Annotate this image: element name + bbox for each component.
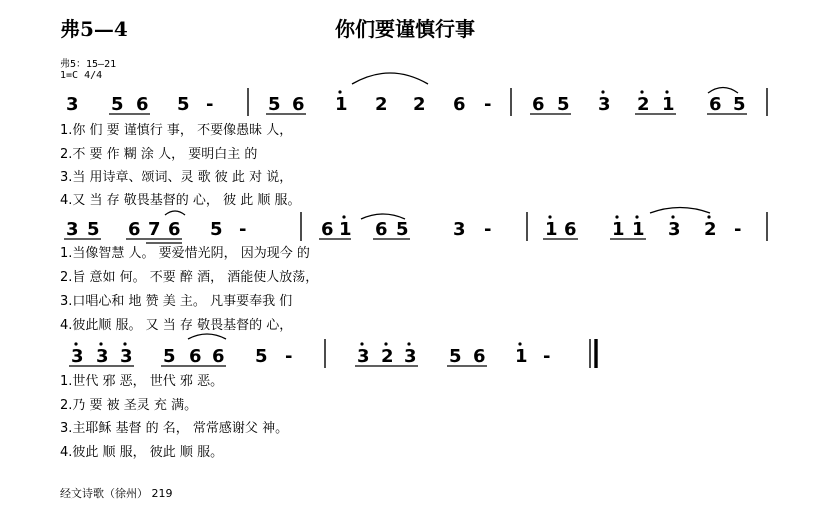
- lyric-line: 4.彼此顺 服。 又 当 存 敬畏基督的 心，: [60, 318, 293, 333]
- note: 2: [413, 94, 426, 115]
- note: 5: [449, 346, 462, 367]
- note: 1: [515, 346, 528, 367]
- note: 6: [473, 346, 486, 367]
- note: 5: [268, 94, 281, 115]
- song-code: 弗5—4: [60, 17, 128, 41]
- note: 1: [662, 94, 675, 115]
- note: 3: [120, 346, 133, 367]
- note: 1: [545, 219, 558, 240]
- note: 6: [136, 94, 149, 115]
- note: 3: [66, 94, 79, 115]
- lyric-line: 4.又 当 存 敬畏基督的 心， 彼 此 顺 服。: [60, 193, 301, 208]
- system-1-notes-text: 3 5 6 5 - | 5 6 1 2 2 6 - | 6 5 3 2 1 6 5 |: [0, 0, 20, 1]
- lyric-line: 2.旨 意如 何。 不要 醉 酒， 酒能使人放荡，: [60, 270, 319, 285]
- note: 6: [532, 94, 545, 115]
- note: 6: [189, 346, 202, 367]
- note: 3: [453, 219, 466, 240]
- note: 5: [87, 219, 100, 240]
- note: 5: [163, 346, 176, 367]
- note: 1: [612, 219, 625, 240]
- lyric-line: 4.彼此 顺 服， 彼此 顺 服。: [60, 445, 224, 460]
- note: 6: [292, 94, 305, 115]
- note: 3: [66, 219, 79, 240]
- note: 5: [210, 219, 223, 240]
- lyric-line: 3.口唱心和 地 赞 美 主。 凡事要奉我 们: [60, 294, 293, 309]
- note: -: [484, 219, 492, 240]
- note: 3: [96, 346, 109, 367]
- note: -: [239, 219, 247, 240]
- lyric-line: 2.不 要 作 糊 涂 人， 要明白主 的: [60, 147, 258, 162]
- note: 6: [709, 94, 722, 115]
- key-signature: 1=C 4/4: [60, 70, 103, 81]
- note: 2: [704, 219, 717, 240]
- scripture-reference: 弗5：15—21: [60, 59, 117, 70]
- lyric-line: 1.你 们 要 谨慎行 事， 不要像愚昧 人，: [60, 123, 293, 138]
- lyric-line: 1.世代 邪 恶， 世代 邪 恶。: [60, 374, 224, 389]
- note: 6: [212, 346, 225, 367]
- note: 3: [404, 346, 417, 367]
- note: 6: [168, 219, 181, 240]
- note: 5: [733, 94, 746, 115]
- note: 5: [396, 219, 409, 240]
- lyric-line: 2.乃 要 被 圣灵 充 满。: [60, 398, 198, 413]
- lyric-line: 3.当 用诗章、颂词、灵 歌 彼 此 对 说，: [60, 170, 293, 185]
- note: 5: [177, 94, 190, 115]
- note: 3: [357, 346, 370, 367]
- song-title: 你们要谨慎行事: [335, 17, 475, 41]
- note: 1: [335, 94, 348, 115]
- note: 3: [668, 219, 681, 240]
- system-2-notes-text: 3 5 6 7 6 5 - | 6 1 6 5 3 - | 1 6 1 1 3 2 - |: [0, 1, 20, 2]
- note: 6: [564, 219, 577, 240]
- system-3-notes-text: 3 3 3 5 6 6 5 - | 3 2 3 5 6 1 - ||: [0, 2, 16, 3]
- note: 2: [381, 346, 394, 367]
- note: 6: [128, 219, 141, 240]
- note: 6: [321, 219, 334, 240]
- note: -: [206, 94, 214, 115]
- note: -: [484, 94, 492, 115]
- note: 2: [375, 94, 388, 115]
- lyric-line: 1.当像智慧 人。 要爱惜光阴， 因为现今 的: [60, 246, 310, 261]
- note: 1: [339, 219, 352, 240]
- note: 5: [255, 346, 268, 367]
- note: 6: [375, 219, 388, 240]
- note: 6: [453, 94, 466, 115]
- note: 5: [111, 94, 124, 115]
- note: -: [734, 219, 742, 240]
- note: -: [285, 346, 293, 367]
- note: 2: [637, 94, 650, 115]
- source-footer: 经文诗歌（徐州） 219: [60, 487, 173, 500]
- note: 3: [598, 94, 611, 115]
- note: -: [543, 346, 551, 367]
- note: 7: [148, 219, 161, 240]
- note: 5: [557, 94, 570, 115]
- note: 1: [632, 219, 645, 240]
- lyric-line: 3.主耶稣 基督 的 名， 常常感谢父 神。: [60, 421, 289, 436]
- note: 3: [71, 346, 84, 367]
